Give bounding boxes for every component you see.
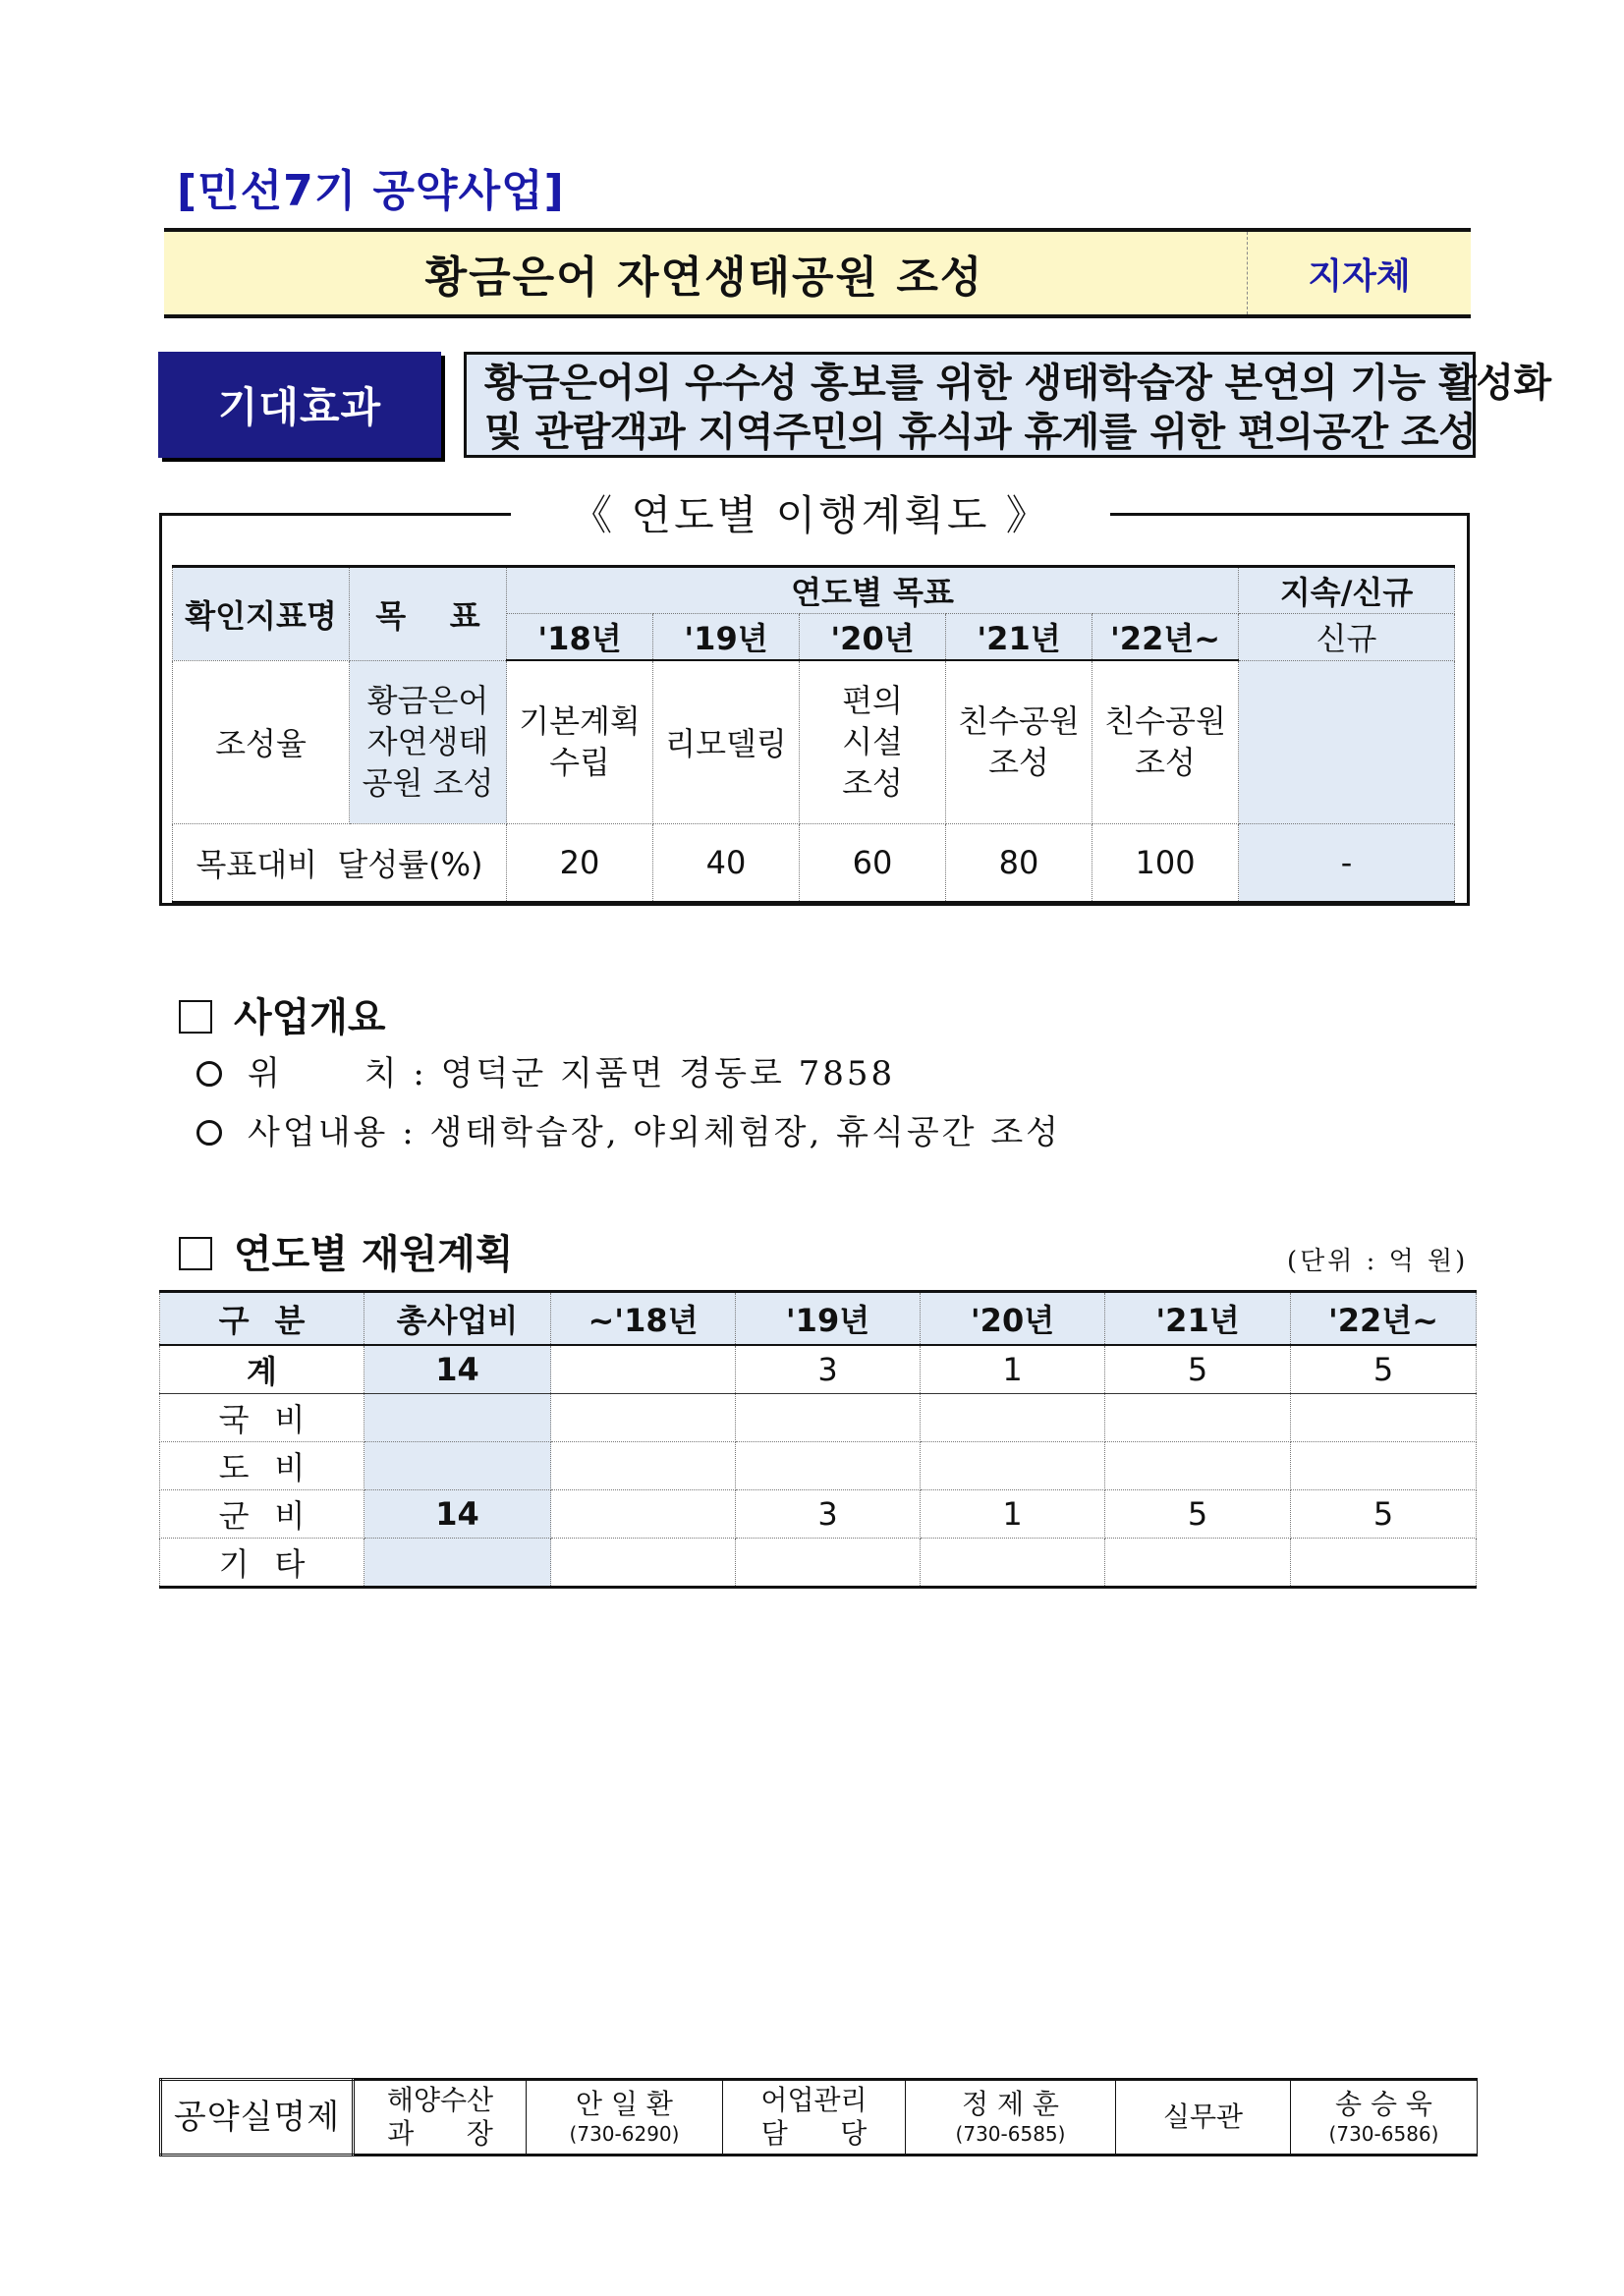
row-label: 군비 — [160, 1490, 364, 1539]
content-label: 사업내용 — [248, 1113, 389, 1152]
year-20: '20년 — [800, 614, 946, 661]
funding-heading-text: 연도별 재원계획 — [234, 1232, 514, 1277]
row1-18: 기본계획 수립 — [507, 660, 653, 823]
footer-person-2 — [906, 2080, 1116, 2156]
cell — [921, 1442, 1105, 1490]
project-title: 황금은어 자연생태공원 조성 — [424, 252, 984, 303]
cell — [1105, 1442, 1291, 1490]
cell: 5 — [1291, 1345, 1477, 1394]
table-row — [160, 1490, 1477, 1539]
col-20: '20년 — [921, 1292, 1105, 1346]
unit-label: (단위 : 억 원) — [1287, 1247, 1469, 1276]
row2-22: 100 — [1092, 823, 1239, 902]
header-indicator: 확인지표명 — [173, 567, 350, 661]
row2-21: 80 — [946, 823, 1092, 902]
cell — [364, 1539, 551, 1588]
col-18: ~'18년 — [551, 1292, 736, 1346]
circle-bullet-icon — [196, 1120, 222, 1146]
row1-status — [1239, 660, 1455, 823]
circle-bullet-icon — [196, 1061, 222, 1087]
cell — [921, 1394, 1105, 1442]
content-value: 생태학습장, 야외체험장, 휴식공간 조성 — [429, 1113, 1062, 1152]
person-2-name: 정 제 훈 — [962, 2088, 1059, 2120]
effect-label: 기대효과 — [158, 352, 441, 458]
funding-table — [159, 1290, 1477, 1589]
title-bar — [164, 228, 1471, 318]
person-1-phone: (730-6290) — [569, 2122, 680, 2146]
row-label: 계 — [160, 1345, 364, 1394]
cell — [921, 1539, 1105, 1588]
row1-19: 리모델링 — [653, 660, 800, 823]
person-2-phone: (730-6585) — [955, 2122, 1066, 2146]
cell: 1 — [921, 1345, 1105, 1394]
table-row — [160, 1539, 1477, 1588]
row1-21: 친수공원 조성 — [946, 660, 1092, 823]
row1-20: 편의 시설 조성 — [800, 660, 946, 823]
cell: 5 — [1105, 1345, 1291, 1394]
table-row — [160, 1394, 1477, 1442]
footer-lead: 공약실명제 — [161, 2080, 354, 2156]
footer-role-3: 실무관 — [1116, 2080, 1291, 2156]
effect-line-1: 황금은어의 우수성 홍보를 위한 생태학습장 본연의 기능 활성화 — [484, 361, 1551, 406]
cell — [736, 1394, 921, 1442]
row1-goal: 황금은어 자연생태 공원 조성 — [350, 660, 507, 823]
footer-person-3 — [1291, 2080, 1478, 2156]
dept-1-role: 과 장 — [387, 2117, 493, 2150]
cell — [736, 1442, 921, 1490]
cell — [1105, 1394, 1291, 1442]
cell — [1291, 1539, 1477, 1588]
year-21: '21년 — [946, 614, 1092, 661]
cell: 14 — [364, 1490, 551, 1539]
cell — [1105, 1539, 1291, 1588]
cell — [551, 1394, 736, 1442]
overview-heading — [179, 986, 386, 1042]
cell — [1291, 1394, 1477, 1442]
table-row — [160, 1345, 1477, 1394]
overview-content: 사업내용 : 생태학습장, 야외체험장, 휴식공간 조성 — [196, 1105, 1061, 1153]
header-status: 지속/신규 — [1239, 567, 1455, 614]
year-19: '19년 — [653, 614, 800, 661]
cell: 3 — [736, 1490, 921, 1539]
location-label: 위 치 — [248, 1054, 400, 1093]
row-label: 국비 — [160, 1394, 364, 1442]
col-19: '19년 — [736, 1292, 921, 1346]
cell: 5 — [1291, 1490, 1477, 1539]
footer-person-1 — [527, 2080, 723, 2156]
row2-label: 목표대비 달성률(%) — [173, 823, 507, 902]
col-21: '21년 — [1105, 1292, 1291, 1346]
pledge-tag: [민선7기 공약사업] — [177, 166, 565, 216]
dept-1-name: 해양수산 — [386, 2084, 494, 2116]
row2-19: 40 — [653, 823, 800, 902]
year-18: '18년 — [507, 614, 653, 661]
row-label: 도비 — [160, 1442, 364, 1490]
cell: 3 — [736, 1345, 921, 1394]
cell — [364, 1442, 551, 1490]
project-owner: 지자체 — [1308, 255, 1411, 297]
row2-20: 60 — [800, 823, 946, 902]
effect-box — [464, 352, 1551, 458]
funding-heading — [179, 1223, 513, 1279]
row1-indicator: 조성율 — [173, 660, 350, 823]
header-goal: 목 표 — [350, 567, 507, 661]
dept-2-role: 담 당 — [760, 2117, 868, 2150]
col-total: 총사업비 — [364, 1292, 551, 1346]
person-3-phone: (730-6586) — [1328, 2122, 1439, 2146]
cell: 14 — [364, 1345, 551, 1394]
cell: 1 — [921, 1490, 1105, 1539]
header-yearly: 연도별 목표 — [507, 567, 1239, 614]
footer-dept-2 — [723, 2080, 906, 2156]
effect-line-2: 및 관람객과 지역주민의 휴식과 휴게를 위한 편의공간 조성 — [484, 410, 1477, 455]
checkbox-square-icon — [179, 1237, 212, 1270]
col-22: '22년~ — [1291, 1292, 1477, 1346]
cell — [551, 1345, 736, 1394]
year-22: '22년~ — [1092, 614, 1239, 661]
pledge-responsibility-table — [159, 2078, 1478, 2156]
cell — [551, 1442, 736, 1490]
row2-18: 20 — [507, 823, 653, 902]
overview-heading-text: 사업개요 — [234, 995, 386, 1040]
plan-table — [172, 565, 1455, 904]
dept-2-name: 어업관리 — [760, 2084, 868, 2116]
overview-location: 위 치 : 영덕군 지품면 경동로 7858 — [196, 1046, 895, 1094]
location-value: 영덕군 지품면 경동로 7858 — [440, 1054, 896, 1093]
checkbox-square-icon — [179, 1000, 212, 1034]
footer-dept-1 — [354, 2080, 527, 2156]
cell — [551, 1539, 736, 1588]
cell — [1291, 1442, 1477, 1490]
cell — [736, 1539, 921, 1588]
table-row — [160, 1442, 1477, 1490]
cell — [551, 1490, 736, 1539]
plan-title: 《 연도별 이행계획도 》 — [571, 491, 1050, 539]
cell — [364, 1394, 551, 1442]
cell: 5 — [1105, 1490, 1291, 1539]
person-3-name: 송 승 욱 — [1335, 2088, 1432, 2120]
row1-22: 친수공원 조성 — [1092, 660, 1239, 823]
row-label: 기타 — [160, 1539, 364, 1588]
status-value: 신규 — [1239, 614, 1455, 661]
person-1-name: 안 일 환 — [576, 2088, 673, 2120]
row2-status: - — [1239, 823, 1455, 902]
col-category: 구분 — [160, 1292, 364, 1346]
